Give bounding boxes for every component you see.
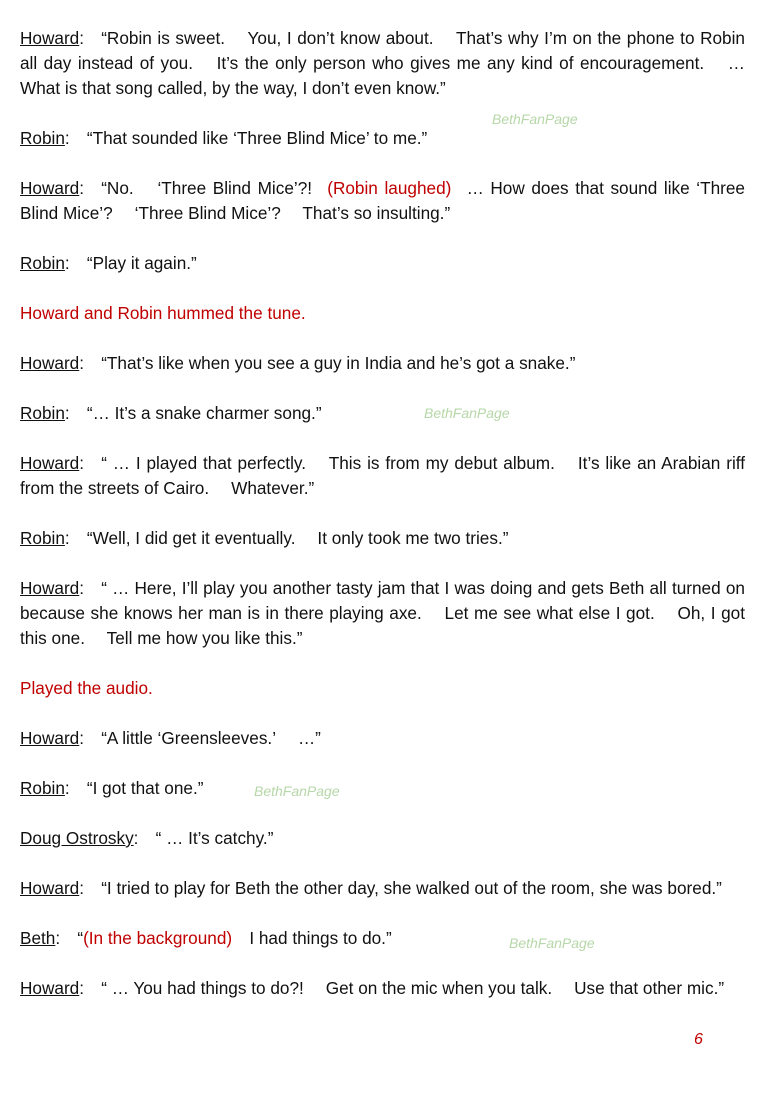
speaker-name: Howard	[20, 178, 80, 198]
dialogue-text: … How does that sound like ‘Three Blind Mice’? ‘Three Blind Mice’? That’s so insulting.”	[20, 178, 745, 223]
dialogue-line: Doug Ostrosky: “ … It’s catchy.”	[20, 828, 274, 848]
dialogue-line: Howard: “A little ‘Greensleeves.’ …”	[20, 728, 321, 748]
speaker-name: Doug Ostrosky	[20, 828, 134, 848]
dialogue-text: I had things to do.”	[249, 928, 392, 948]
dialogue-line: Howard: “I tried to play for Beth the other day, she walked out of the room, she was bored.”	[20, 878, 722, 898]
speaker-name: Robin	[20, 528, 65, 548]
speaker-name: Robin	[20, 778, 65, 798]
speaker-name: Howard	[20, 453, 80, 473]
dialogue-line: Robin: “… It’s a snake charmer song.”	[20, 403, 322, 423]
dialogue-text: “That’s like when you see a guy in India and he’s got a snake.”	[101, 353, 576, 373]
dialogue-text: “	[77, 928, 84, 948]
stage-note: (In the background)	[83, 928, 233, 948]
page-number: 6	[694, 1031, 703, 1048]
dialogue-line: Howard: “Robin is sweet. You, I don’t know about. That’s why I’m on the phone to Robin all day instead of you. It’s the only person who gives me any kind of encouragement. … What is that song called, by the way, I don’t even know.”	[20, 28, 745, 98]
dialogue-text: “… It’s a snake charmer song.”	[86, 403, 322, 423]
speaker-name: Robin	[20, 403, 65, 423]
speaker-name: Beth	[20, 928, 56, 948]
dialogue-text: “ … Here, I’ll play you another tasty jam that I was doing and gets Beth all turned on because she knows her man is in there playing axe. Let me see what else I got. Oh, I got this one. Tell me how you like this.”	[20, 578, 745, 648]
dialogue-line: Robin: “That sounded like ‘Three Blind Mice’ to me.”	[20, 128, 428, 148]
speaker-name: Howard	[20, 353, 80, 373]
speaker-name: Howard	[20, 28, 80, 48]
speaker-name: Robin	[20, 128, 65, 148]
dialogue-text: “Well, I did get it eventually. It only took me two tries.”	[86, 528, 509, 548]
dialogue-line: Beth: “(In the background) I had things to do.”	[20, 928, 392, 948]
dialogue-line: Howard: “That’s like when you see a guy in India and he’s got a snake.”	[20, 353, 576, 373]
speaker-name: Howard	[20, 878, 80, 898]
dialogue-text: “ … It’s catchy.”	[155, 828, 274, 848]
watermark: BethFanPage	[509, 935, 595, 951]
dialogue-text: “That sounded like ‘Three Blind Mice’ to me.”	[86, 128, 428, 148]
stage-direction: Howard and Robin hummed the tune.	[20, 303, 306, 323]
dialogue-line: Howard: “ … I played that perfectly. This is from my debut album. It’s like an Arabian riff from the streets of Cairo. Whatever.”	[20, 453, 745, 498]
stage-note: (Robin laughed)	[327, 178, 452, 198]
dialogue-line: Robin: “Play it again.”	[20, 253, 197, 273]
transcript-page	[20, 26, 745, 1026]
speaker-name: Howard	[20, 728, 80, 748]
dialogue-line: Robin: “I got that one.”	[20, 778, 204, 798]
speaker-name: Howard	[20, 578, 80, 598]
dialogue-text: “No. ‘Three Blind Mice’?!	[101, 178, 313, 198]
watermark: BethFanPage	[254, 783, 340, 799]
dialogue-line: Howard: “No. ‘Three Blind Mice’?! (Robin laughed) … How does that sound like ‘Three Blind Mice’? ‘Three Blind Mice’? That’s so insulting.”	[20, 178, 745, 223]
dialogue-text: “ … I played that perfectly. This is from my debut album. It’s like an Arabian riff from the streets of Cairo. Whatever.”	[20, 453, 745, 498]
dialogue-text: “Play it again.”	[86, 253, 197, 273]
watermark: BethFanPage	[424, 405, 510, 421]
stage-direction: Played the audio.	[20, 678, 153, 698]
speaker-name: Howard	[20, 978, 80, 998]
dialogue-line: Howard: “ … Here, I’ll play you another tasty jam that I was doing and gets Beth all turned on because she knows her man is in there playing axe. Let me see what else I got. Oh, I got this one. Tell me how you like this.”	[20, 578, 745, 648]
watermark: BethFanPage	[492, 111, 578, 127]
speaker-name: Robin	[20, 253, 65, 273]
dialogue-text: “A little ‘Greensleeves.’ …”	[101, 728, 321, 748]
dialogue-line: Robin: “Well, I did get it eventually. It only took me two tries.”	[20, 528, 509, 548]
dialogue-text: “I tried to play for Beth the other day, she walked out of the room, she was bored.”	[101, 878, 722, 898]
dialogue-text: “ … You had things to do?! Get on the mic when you talk. Use that other mic.”	[101, 978, 725, 998]
dialogue-text: “Robin is sweet. You, I don’t know about. That’s why I’m on the phone to Robin all day instead of you. It’s the only person who gives me any kind of encouragement. … What is that song called, by the way, I don’t even know.”	[20, 28, 745, 98]
dialogue-text: “I got that one.”	[86, 778, 204, 798]
dialogue-line: Howard: “ … You had things to do?! Get on the mic when you talk. Use that other mic.”	[20, 978, 725, 998]
